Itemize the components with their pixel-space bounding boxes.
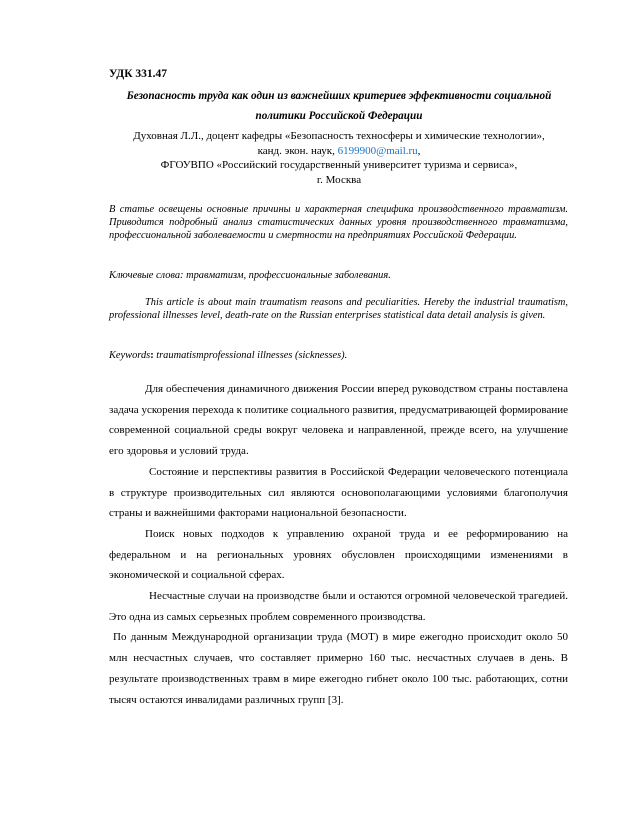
city-line: г. Москва — [316, 173, 362, 186]
body-paragraph-4: Несчастные случаи на производстве были и остаются огромной человеческой трагедией. Это одна из самых серьезных проблем современного производства. — [109, 590, 568, 623]
author-line: Духовная Л.Л., доцент кафедры «Безопасность техносферы и химические технологии», — [133, 130, 545, 142]
degree-text: канд. экон. наук, — [257, 144, 335, 157]
keywords-russian: Ключевые слова: травматизм, профессиональные заболевания. — [109, 270, 391, 281]
abstract-russian: В статье освещены основные причины и характерная специфика производственного травматизм. Приводится подробный анализ статистических данных уровня производственного травматизма, профессиональной заболеваемости и смертности на предприятиях Российской Федерации. — [109, 204, 568, 241]
email-suffix: , — [417, 144, 421, 157]
body-paragraph-2: Состояние и перспективы развития в Российской Федерации человеческого потенциала в структуре производительных сил являются основополагающими условиями благополучия страны и важнейшими факторами национальной безопасности. — [109, 465, 568, 520]
body-paragraph-3: Поиск новых подходов к управлению охраной труда и ее реформированию на федеральном и на региональных уровнях обусловлен происходящими изменениями в экономической и социальной сферах. — [109, 527, 568, 582]
article-title: Безопасность труда как один из важнейших критериев эффективности социальной политики Российской Федерации — [126, 90, 552, 122]
author-block — [109, 129, 569, 187]
body-paragraph-1: Для обеспечения динамичного движения России вперед руководством страны поставлена задача ускорения перехода к политике социального развития, предусматривающей формирование современной социальной среды вокруг человека и направленной, прежде всего, на улучшение его здоровья и условий труда. — [109, 383, 568, 458]
abstract-english: This article is about main traumatism reasons and peculiarities. Hereby the industrial traumatism, professional illnesses level, death-rate on the Russian enterprises statistical data detail analysis is given. — [109, 297, 568, 321]
keywords-english-colon: : — [150, 350, 154, 361]
udk-code: УДК 331.47 — [109, 68, 168, 80]
degree-line — [109, 144, 569, 159]
institution-line: ФГОУВПО «Российский государственный университет туризма и сервиса», — [160, 159, 518, 171]
keywords-english-text: traumatismprofessional illnesses (sicknesses). — [153, 350, 348, 361]
keywords-english-label: Keywords — [109, 350, 151, 361]
article-body — [109, 379, 568, 710]
body-paragraph-5: По данным Международной организации труда (МОТ) в мире ежегодно происходит около 50 млн несчастных случаев, что составляет примерно 160 тыс. несчастных случаев в день. В результате производственных травм в мире ежегодно гибнет около 100 тыс. работающих, сотни тысяч остаются инвалидами различных групп [3]. — [109, 631, 568, 706]
keywords-english — [109, 350, 347, 361]
email-link[interactable]: 6199900@mail.ru — [337, 144, 418, 157]
